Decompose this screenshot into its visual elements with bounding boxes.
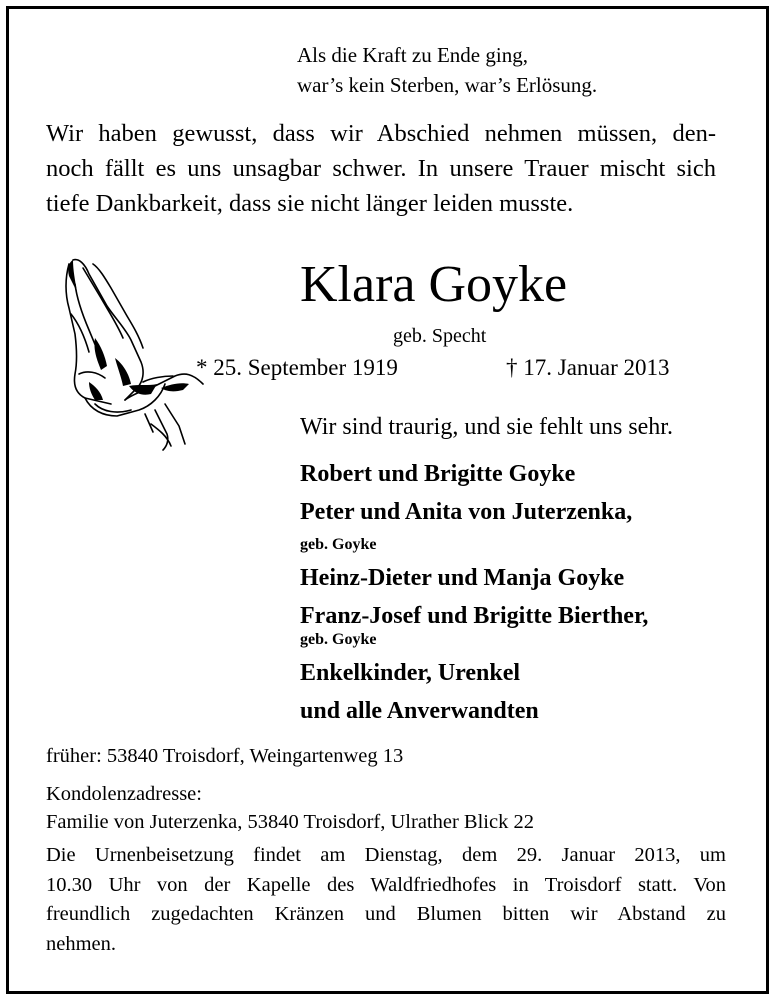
family-line: Enkelkinder, Urenkel: [300, 660, 521, 686]
intro-line: Wir haben gewusst, dass wir Abschied nehmen müssen, den-: [46, 120, 716, 147]
family-line: Peter und Anita von Juterzenka,: [300, 499, 633, 525]
death-date: † 17. Januar 2013: [506, 355, 670, 380]
family-line: Heinz-Dieter und Manja Goyke: [300, 565, 625, 591]
closing-line: 10.30 Uhr von der Kapelle des Waldfriedhofes in Troisdorf statt. Von: [46, 873, 726, 896]
intro-line: tiefe Dankbarkeit, dass sie nicht länger leiden musste.: [46, 190, 574, 217]
family-line: Franz-Josef und Brigitte Bierther,: [300, 603, 649, 629]
birth-name: geb. Specht: [393, 325, 487, 347]
closing-line: nehmen.: [46, 932, 117, 955]
sentiment-line: Wir sind traurig, und sie fehlt uns sehr.: [300, 414, 673, 440]
family-note: geb. Goyke: [300, 536, 377, 553]
family-line: und alle Anverwandten: [300, 698, 539, 724]
closing-paragraph: [46, 841, 726, 959]
birth-date: * 25. September 1919: [196, 355, 398, 380]
closing-line: freundlich zugedachten Kränzen und Blumen bitten wir Abstand zu: [46, 903, 726, 925]
poem-line: war’s kein Sterben, war’s Erlösung.: [297, 73, 598, 97]
condolence-label: Kondolenzadresse:: [46, 783, 202, 805]
closing-line: Die Urnenbeisetzung findet am Dienstag, dem 29. Januar 2013, um: [46, 844, 726, 866]
family-note: geb. Goyke: [300, 631, 377, 648]
poem: [297, 40, 597, 100]
deceased-name: Klara Goyke: [300, 256, 568, 313]
intro-paragraph: [46, 116, 716, 221]
former-address: früher: 53840 Troisdorf, Weingartenweg 13: [46, 745, 404, 767]
intro-line: noch fällt es uns unsagbar schwer. In unsere Trauer mischt sich: [46, 155, 716, 182]
condolence-address: Familie von Juterzenka, 53840 Troisdorf, Ulrather Blick 22: [46, 811, 534, 833]
family-line: Robert und Brigitte Goyke: [300, 461, 576, 487]
praying-hands-icon: [55, 254, 210, 454]
poem-line: Als die Kraft zu Ende ging,: [297, 43, 528, 67]
